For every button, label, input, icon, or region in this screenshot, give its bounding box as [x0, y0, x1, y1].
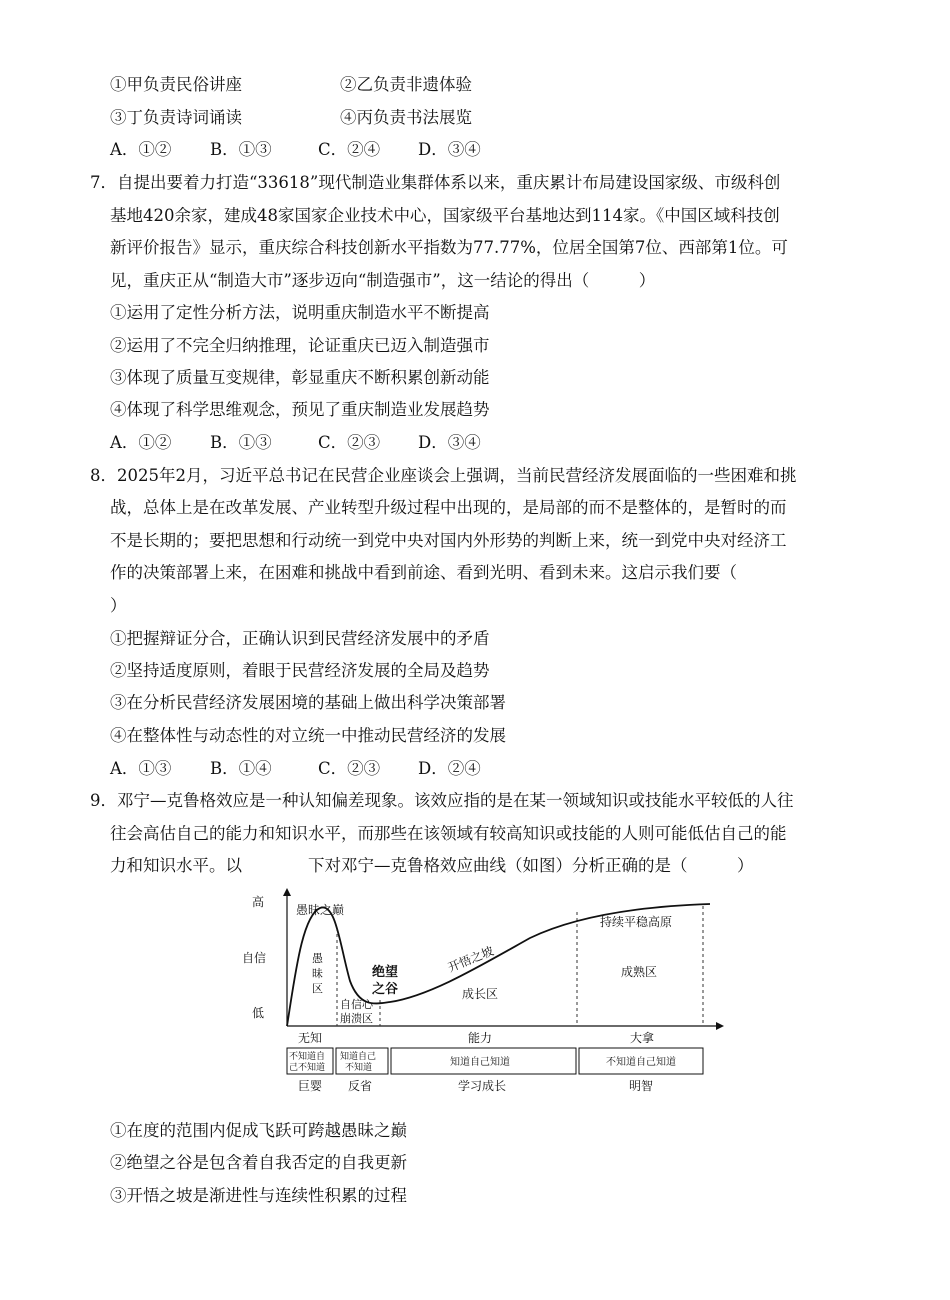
label-valley-1: 绝望: [372, 965, 399, 980]
label-zone2-1: 自信心: [340, 998, 373, 1011]
label-zone4: 成熟区: [621, 965, 658, 979]
q8-statement-1: ①把握辩证分合，正确认识到民营经济发展中的矛盾: [110, 629, 490, 648]
q8-option-d[interactable]: D．②④: [418, 759, 481, 778]
label-zone2-2: 崩溃区: [340, 1012, 373, 1025]
label-slope: 开悟之坡: [445, 943, 496, 975]
q7-option-b[interactable]: B．①③: [210, 433, 272, 452]
stage-3-name: 学习成长: [458, 1079, 507, 1093]
label-peak: 愚昧之巅: [296, 903, 345, 917]
x-tick-ignorant: 无知: [298, 1031, 323, 1045]
q9-stem-line-3: 力和知识水平。以 下对邓宁—克鲁格效应曲线（如图）分析正确的是（ ）: [110, 856, 754, 875]
stage-3-box-line-1: 知道自己知道: [450, 1057, 510, 1068]
label-zone1-3: 区: [312, 982, 323, 995]
q8-option-a[interactable]: A．①③: [110, 759, 172, 778]
q8-stem-line-1: 8．2025年2月，习近平总书记在民营企业座谈会上强调，当前民营经济发展面临的一些困难和挑: [90, 466, 797, 485]
label-plateau: 持续平稳高原: [600, 915, 673, 929]
x-axis-label: 能力: [468, 1031, 493, 1045]
q8-statement-2: ②坚持适度原则，着眼于民营经济发展的全局及趋势: [110, 661, 490, 680]
label-zone1-1: 愚: [312, 952, 323, 965]
q8-stem-line-2: 战，总体上是在改革发展、产业转型升级过程中出现的，是局部的而不是整体的，是暂时的而: [110, 498, 787, 517]
q8-option-b[interactable]: B．①④: [210, 759, 272, 778]
q9-stem-line-2: 往会高估自己的能力和知识水平，而那些在该领域有较高知识或技能的人则可能低估自己的能: [110, 824, 787, 843]
stage-2-box-line-2: 不知道: [345, 1063, 373, 1073]
q8-options: [110, 758, 481, 780]
stage-1-name: 巨婴: [298, 1079, 323, 1093]
q7-option-a[interactable]: A．①②: [110, 433, 172, 452]
q7-statement-3: ③体现了质量互变规律，彰显重庆不断积累创新动能: [110, 368, 490, 387]
q7-statement-1: ①运用了定性分析方法，说明重庆制造水平不断提高: [110, 303, 490, 322]
q8-stem-line-4: 作的决策部署上来，在困难和挑战中看到前途、看到光明、看到未来。这启示我们要（: [110, 563, 737, 582]
q8-stem-line-5: ）: [110, 596, 127, 615]
stage-4-box-line-1: 不知道自己知道: [606, 1057, 676, 1068]
q8-statement-3: ③在分析民营经济发展困境的基础上做出科学决策部署: [110, 693, 506, 712]
q9-statement-3: ③开悟之坡是渐进性与连续性积累的过程: [110, 1186, 407, 1205]
q8-stem-line-3: 不是长期的；要把思想和行动统一到党中央对国内外形势的判断上来，统一到党中央对经济工: [110, 531, 787, 550]
q7-options: [110, 432, 481, 454]
q7-stem-line-2: 基地420余家，建成48家国家企业技术中心，国家级平台基地达到114家。《中国区域科技创: [110, 206, 780, 225]
q6-statement-3: ③丁负责诗词诵读: [110, 108, 242, 127]
q8-statement-4: ④在整体性与动态性的对立统一中推动民营经济的发展: [110, 726, 506, 745]
x-tick-expert: 大拿: [630, 1031, 655, 1045]
label-zone3: 成长区: [462, 987, 499, 1001]
q7-stem-line-4: 见，重庆正从“制造大市”逐步迈向“制造强市”，这一结论的得出（ ）: [110, 271, 656, 290]
label-valley-2: 之谷: [372, 982, 399, 997]
y-axis-label: 自信: [242, 951, 267, 965]
q6-options: [110, 139, 481, 161]
y-tick-low: 低: [252, 1006, 265, 1020]
q7-option-d[interactable]: D．③④: [418, 433, 481, 452]
x-axis-arrow-icon: [716, 1022, 724, 1030]
label-zone1-2: 昧: [312, 967, 323, 980]
q9-statement-2: ②绝望之谷是包含着自我否定的自我更新: [110, 1153, 407, 1172]
q6-statement-4: ④丙负责书法展览: [340, 108, 472, 127]
stage-1-box-line-2: 己不知道: [289, 1063, 326, 1073]
y-axis-arrow-icon: [283, 888, 291, 896]
q6-statement-2: ②乙负责非遗体验: [340, 75, 472, 94]
q7-stem-line-3: 新评价报告》显示，重庆综合科技创新水平指数为77.77%，位居全国第7位、西部第1位。可: [110, 238, 788, 257]
q6-option-d[interactable]: D．③④: [418, 140, 481, 159]
stage-4-name: 明智: [629, 1079, 654, 1093]
stage-2-box-line-1: 知道自己: [340, 1052, 377, 1062]
stage-2-name: 反省: [348, 1079, 373, 1093]
dunning-kruger-chart: [240, 886, 730, 1096]
y-tick-high: 高: [252, 895, 265, 909]
q6-option-b[interactable]: B．①③: [210, 140, 272, 159]
q9-stem-line-1: 9．邓宁—克鲁格效应是一种认知偏差现象。该效应指的是在某一领域知识或技能水平较低的人往: [90, 791, 794, 810]
q6-option-c[interactable]: C．②④: [318, 140, 381, 159]
q7-option-c[interactable]: C．②③: [318, 433, 381, 452]
q9-statement-1: ①在度的范围内促成飞跃可跨越愚昧之巅: [110, 1121, 407, 1140]
stage-1-box-line-1: 不知道自: [289, 1052, 326, 1062]
q7-statement-2: ②运用了不完全归纳推理，论证重庆已迈入制造强市: [110, 336, 490, 355]
q7-statement-4: ④体现了科学思维观念，预见了重庆制造业发展趋势: [110, 400, 490, 419]
q6-statement-1: ①甲负责民俗讲座: [110, 75, 242, 94]
q8-option-c[interactable]: C．②③: [318, 759, 381, 778]
q7-stem-line-1: 7．自提出要着力打造“33618”现代制造业集群体系以来，重庆累计布局建设国家级、市级科创: [90, 173, 781, 192]
q6-option-a[interactable]: A．①②: [110, 140, 172, 159]
